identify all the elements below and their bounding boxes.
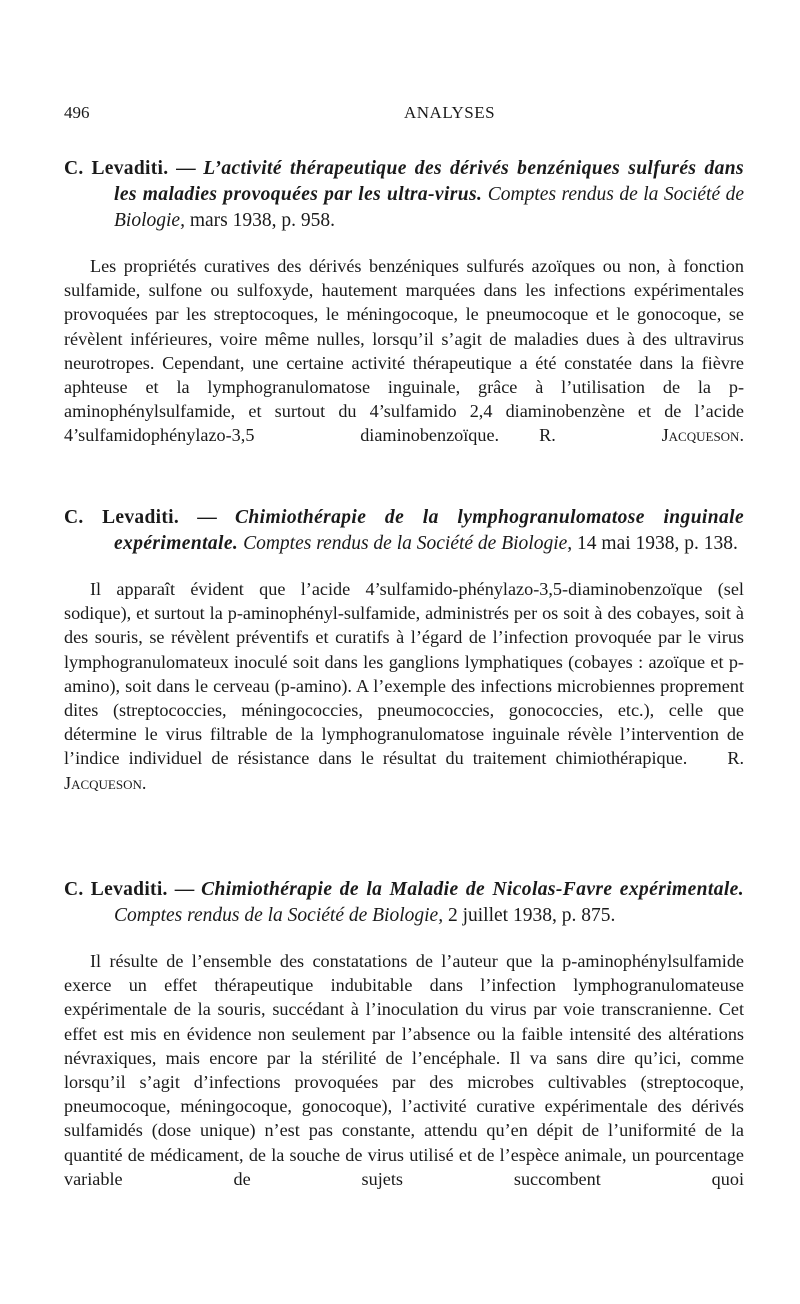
abstract (64, 577, 744, 795)
publication-date: mars 1938, p. 958. (189, 210, 335, 231)
abstract-text: Les propriétés curatives des dérivés benzéniques sulfurés azoïques ou non, à fonction sulfamide, sulfone ou sulfoxyde, hautement marquées dans les infections expérimentales provoquées par les streptocoques, le méningocoque, le pneumocoque et le gonocoque, se révèlent inférieures, voire même nulles, lorsqu’il s’agit de maladies dues à des ultravirus neurotropes. Cependant, une certaine activité thérapeutique a été constatée dans la fièvre aphteuse et la lymphogranulomatose inguinale, grâce à l’utilisation de la p-aminophénylsulfamide, et surtout du 4’sulfamido 2,4 diaminobenzène et de l’acide 4’sulfamidophénylazo-3,5 diaminobenzoïque. (64, 256, 744, 446)
review-entry (64, 877, 744, 1191)
citation (64, 505, 744, 557)
dash: — (174, 879, 195, 900)
author: C. Levaditi. (64, 879, 168, 900)
journal-name: Comptes rendus de la Société de Biologie, (243, 533, 573, 554)
article-title: L’activité thérapeutique des dérivés benzéniques sulfurés dans les maladies provoquées par les ultra-virus. (114, 158, 744, 205)
page-number: 496 (64, 103, 90, 122)
abstract (64, 254, 744, 448)
article-title: Chimiothérapie de la lymphogranulomatose inguinale expérimentale. (114, 507, 745, 554)
reviewer: R. Jacqueson. (64, 748, 744, 793)
author: C. Levaditi. (64, 507, 180, 528)
abstract-text: Il apparaît évident que l’acide 4’sulfamido-phénylazo-3,5-diaminobenzoïque (sel sodique), et surtout la p-aminophényl-sulfamide, administrés per os soit à des cobayes, soit à des souris, se révèlent préventifs et curatifs à l’égard de l’infection provoquée par le virus lymphogranulomateux inoculé soit dans les ganglions lymphatiques (cobayes : azoïque et p-amino), soit dans le cerveau (p-amino). A l’exemple des infections microbiennes proprement dites (streptococcies, méningococcies, pneumococcies, gonococcies, etc.), celle que détermine le virus filtrable de la lymphogranulomatose inguinale révèle l’intervention de l’indice individuel de résistance dans le résultat du traitement chimiothérapique. (64, 579, 744, 769)
journal-name: Comptes rendus de la Société de Biologie, (114, 905, 444, 926)
abstract (64, 949, 744, 1191)
publication-date: 14 mai 1938, p. 138. (577, 533, 738, 554)
running-title: ANALYSES (404, 103, 496, 122)
dash: — (176, 158, 196, 179)
citation (64, 877, 744, 929)
review-entry (64, 505, 744, 795)
author: C. Levaditi. (64, 158, 169, 179)
citation (64, 156, 744, 234)
abstract-text: Il résulte de l’ensemble des constatations de l’auteur que la p-aminophénylsulfamide exerce un effet thérapeutique indubitable dans l’infection lymphogranulomateuse expérimentale de la souris, succédant à l’inoculation du virus par voie transcranienne. Cet effet est mis en évidence non seulement par l’absence ou la faible intensité des altérations névraxiques, mais encore par la stérilité de l’encéphale. Il va sans dire qu’ici, comme lorsqu’il s’agit d’infections provoquées par des microbes cultivables (streptocoque, pneumocoque, méningocoque, gonocoque), l’activité curative expérimentale des dérivés sulfamidés (dose unique) n’est pas constante, attendu qu’en dépit de l’uniformité de la quantité de médicament, de la souche de virus utilisé et de l’espèce animale, un pourcentage variable de sujets succombent quoi (64, 951, 744, 1189)
reviewer: R. Jacqueson. (539, 425, 744, 446)
page-header (64, 103, 744, 129)
article-title: Chimiothérapie de la Maladie de Nicolas-Favre expérimentale. (201, 879, 744, 900)
dash: — (197, 507, 217, 528)
publication-date: 2 juillet 1938, p. 875. (447, 905, 616, 926)
journal-name: Comptes rendus de la Société de Biologie, (114, 184, 744, 231)
review-entry (64, 156, 744, 448)
